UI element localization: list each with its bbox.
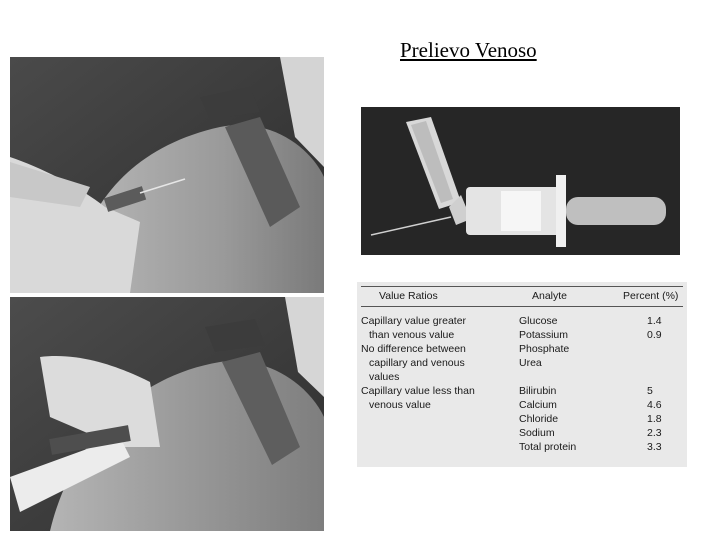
table-header-rule [361,306,683,307]
ratio-line: venous value [369,399,431,411]
capillary-venous-table [357,282,687,467]
analyte-cell: Chloride [519,413,559,425]
percent-cell: 1.4 [647,315,662,327]
ratio-line: values [369,371,400,383]
header-value-ratios: Value Ratios [379,290,438,302]
analyte-cell: Sodium [519,427,555,439]
analyte-cell: Urea [519,357,542,369]
analyte-cell: Potassium [519,329,569,341]
analyte-cell: Calcium [519,399,557,411]
percent-cell: 2.3 [647,427,662,439]
percent-cell: 0.9 [647,329,662,341]
analyte-cell: Phosphate [519,343,570,355]
analyte-cell: Glucose [519,315,558,327]
percent-cell: 4.6 [647,399,662,411]
percent-cell: 3.3 [647,441,662,453]
ratio-line: Capillary value less than [361,385,475,397]
ratio-line: Capillary value greater [361,315,467,327]
ratio-line: than venous value [369,329,455,341]
percent-cell: 1.8 [647,413,662,425]
slide-title: Prelievo Venoso [400,38,537,62]
header-analyte: Analyte [532,290,568,302]
header-percent: Percent (%) [623,290,679,302]
ratio-line: No difference between [361,343,466,355]
table-top-rule [361,286,683,287]
venipuncture-photo-insertion [10,57,324,293]
venipuncture-photo-holder [10,297,324,531]
analyte-cell: Total protein [519,441,577,453]
ratio-line: capillary and venous [369,357,465,369]
percent-cell: 5 [647,385,653,397]
vacutainer-device-photo [361,107,680,255]
analyte-cell: Bilirubin [519,385,557,397]
